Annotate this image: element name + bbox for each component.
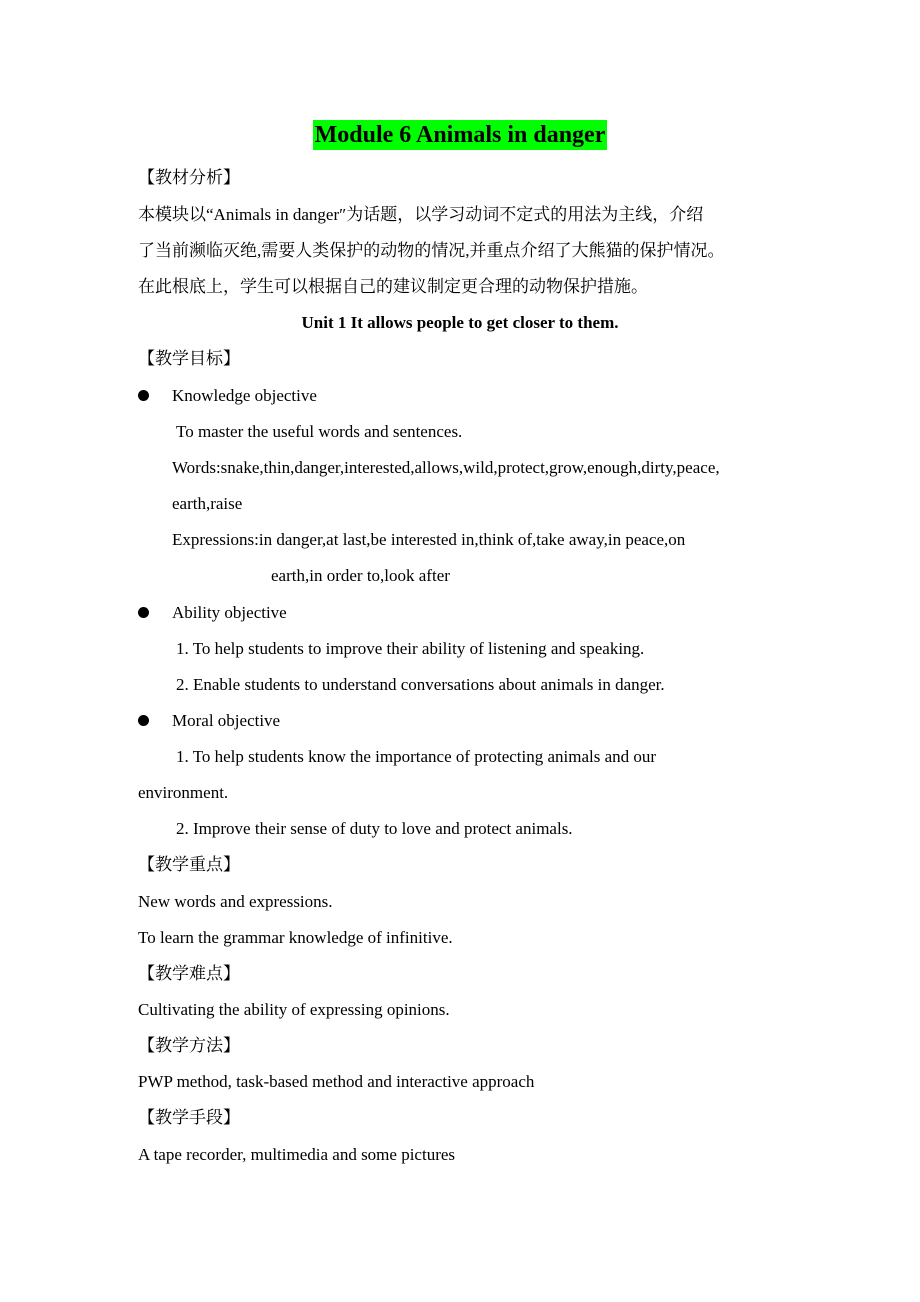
difficult-point: Cultivating the ability of expressing opinions. xyxy=(138,1000,450,1019)
moral-line: 1. To help students know the importance of protecting animals and our xyxy=(176,747,657,766)
moral-line: 2. Improve their sense of duty to love and protect animals. xyxy=(176,819,573,838)
methods-text: PWP method, task-based method and interactive approach xyxy=(138,1072,535,1091)
bullet-icon xyxy=(138,607,149,618)
document-title: Module 6 Animals in danger xyxy=(314,122,606,148)
analysis-line: 在此根底上，学生可以根据自己的建议制定更合理的动物保护措施。 xyxy=(138,277,648,296)
bullet-icon xyxy=(138,390,149,401)
knowledge-expressions: Expressions:in danger,at last,be interested in,think of,take away,in peace,on xyxy=(172,530,686,549)
bullet-icon xyxy=(138,715,149,726)
objectives-heading: 【教学目标】 xyxy=(138,349,240,368)
knowledge-words-cont: earth,raise xyxy=(172,494,243,513)
key-point: New words and expressions. xyxy=(138,892,333,911)
analysis-line: 本模块以“Animals in danger″为话题，以学习动词不定式的用法为主线，介绍 xyxy=(138,205,704,224)
knowledge-line: To master the useful words and sentences. xyxy=(176,422,463,441)
aids-heading: 【教学手段】 xyxy=(138,1108,240,1127)
knowledge-objective-label: Knowledge objective xyxy=(172,386,317,405)
aids-text: A tape recorder, multimedia and some pictures xyxy=(138,1145,456,1164)
analysis-heading: 【教材分析】 xyxy=(138,168,240,187)
difficult-heading: 【教学难点】 xyxy=(138,964,240,983)
key-point: To learn the grammar knowledge of infinitive. xyxy=(138,928,453,947)
title-wrap xyxy=(0,120,920,150)
unit-title: Unit 1 It allows people to get closer to them. xyxy=(301,313,619,332)
moral-line-cont: environment. xyxy=(138,783,229,802)
ability-line: 1. To help students to improve their ability of listening and speaking. xyxy=(176,639,645,658)
moral-objective-label: Moral objective xyxy=(172,711,281,730)
analysis-line: 了当前濒临灭绝,需要人类保护的动物的情况,并重点介绍了大熊猫的保护情况。 xyxy=(138,241,725,260)
methods-heading: 【教学方法】 xyxy=(138,1036,240,1055)
knowledge-expressions-cont: earth,in order to,look after xyxy=(271,566,450,585)
knowledge-words: Words:snake,thin,danger,interested,allows,wild,protect,grow,enough,dirty,peace, xyxy=(172,458,720,477)
ability-objective-label: Ability objective xyxy=(172,603,287,622)
key-points-heading: 【教学重点】 xyxy=(138,855,240,874)
ability-line: 2. Enable students to understand conversations about animals in danger. xyxy=(176,675,665,694)
